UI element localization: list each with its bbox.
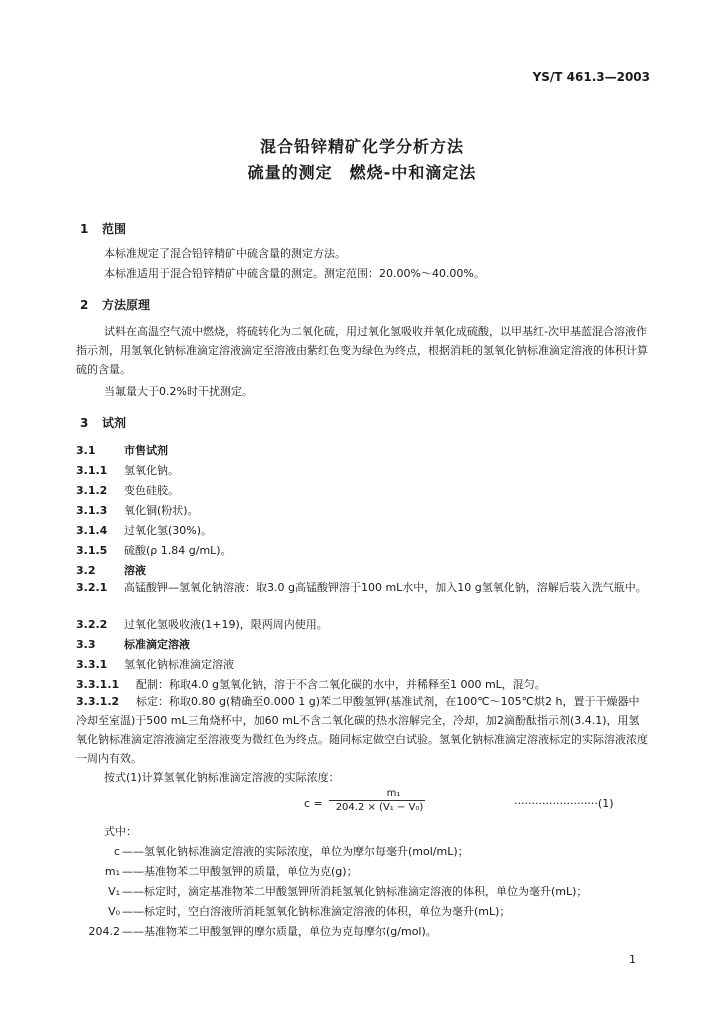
def-text: ——氢氧化钠标准滴定溶液的实际浓度，单位为摩尔每毫升(mol/mL)； — [122, 845, 469, 858]
formula-lhs: c = — [304, 797, 323, 810]
section-2-para-1: 试料在高温空气流中燃烧，将硫转化为二氧化硫，用过氧化氢吸收并氧化成硫酸，以甲基红-次甲基蓝混合溶液作指示剂，用氢氧化钠标准滴定溶液滴定至溶液由紫红色变为绿色为终点，根据消耗的氢氧化钠标准滴定溶液的体积计算硫的含量。 — [76, 325, 648, 376]
def-v1 — [76, 882, 587, 901]
item-text: 氧化铜(粉状)。 — [124, 504, 199, 517]
item-number: 3.1.3 — [76, 504, 108, 517]
item-number: 3.2.2 — [76, 618, 108, 631]
def-c — [76, 842, 469, 861]
section-1-para-1: 本标准规定了混合铅锌精矿中硫含量的测定方法。 — [104, 247, 346, 260]
fraction-bar — [329, 800, 425, 801]
item-3-1-2 — [76, 482, 179, 498]
item-number: 3.3.1.1 — [76, 678, 120, 691]
formula-fraction — [334, 788, 425, 813]
item-number: 3.1.1 — [76, 464, 108, 477]
section-title: 方法原理 — [102, 298, 151, 312]
item-number: 3.2.1 — [76, 581, 108, 594]
item-text: 变色硅胶。 — [124, 484, 179, 497]
item-text: 过氧化氢(30%)。 — [124, 524, 213, 537]
item-text: 过氧化氢吸收液(1+19)，限两周内使用。 — [124, 618, 328, 631]
item-number: 3.1.2 — [76, 484, 108, 497]
doc-title-line2: 硫量的测定 燃烧-中和滴定法 — [247, 163, 477, 182]
section-3-heading — [80, 414, 126, 431]
item-3-2 — [76, 562, 146, 578]
formula-label: ························(1) — [514, 797, 614, 810]
formula-denominator: 204.2 × (V₁ − V₀) — [335, 802, 424, 813]
item-3-3-1-1 — [76, 676, 546, 692]
item-number: 3.2 — [76, 564, 96, 577]
formula-numerator: m₁ — [386, 788, 401, 799]
item-3-3-1-2 — [76, 692, 650, 768]
item-text: 氢氧化钠。 — [124, 464, 179, 477]
def-symbol: c — [113, 845, 120, 858]
def-m1 — [76, 862, 358, 881]
def-v0 — [76, 902, 510, 921]
item-number: 3.3.1.2 — [76, 695, 120, 708]
item-text: 标定：称取0.80 g(精确至0.000 1 g)苯二甲酸氢钾(基准试剂，在100℃～105℃烘2 h，置于干燥器中冷却至室温)于500 mL三角烧杯中，加60 mL不含二氧化碳的热水溶解完全，冷却，加2滴酚酞指示剂(3.4.1)，用氢氧化钠标准滴定溶液滴定至溶液变为微红色为终点。随同标定做空白试验。氢氧化钠标准滴定溶液标定的实际溶液浓度一周内有效。 — [76, 695, 648, 765]
item-number: 3.1.4 — [76, 524, 108, 537]
item-text: 配制：称取4.0 g氢氧化钠，溶于不含二氧化碳的水中，并稀释至1 000 mL，混匀。 — [136, 678, 546, 691]
item-3-3-1 — [76, 656, 234, 672]
section-title: 范围 — [102, 222, 127, 236]
def-text: ——标定时，滴定基准物苯二甲酸氢钾所消耗氢氧化钠标准滴定溶液的体积，单位为毫升(mL)； — [122, 885, 588, 898]
standard-code: YS/T 461.3—2003 — [532, 70, 650, 84]
item-3-1-3 — [76, 502, 199, 518]
item-3-1 — [76, 442, 168, 458]
def-symbol: m₁ — [104, 865, 120, 878]
section-1-para-2: 本标准适用于混合铅锌精矿中硫含量的测定。测定范围：20.00%～40.00%。 — [104, 267, 485, 280]
item-3-3 — [76, 636, 190, 652]
section-2-heading — [80, 296, 150, 313]
section-number: 2 — [80, 298, 89, 312]
item-text: 硫酸(ρ 1.84 g/mL)。 — [124, 544, 232, 557]
item-3-2-2 — [76, 616, 328, 632]
item-3-1-5 — [76, 542, 232, 558]
item-number: 3.1 — [76, 444, 96, 457]
item-number: 3.1.5 — [76, 544, 108, 557]
def-symbol: V₀ — [108, 905, 120, 918]
item-number: 3.3 — [76, 638, 96, 651]
item-text: 氢氧化钠标准滴定溶液 — [124, 658, 234, 671]
item-3-2-1 — [76, 578, 648, 597]
section-number: 3 — [80, 416, 89, 430]
item-3-1-4 — [76, 522, 212, 538]
def-symbol: 204.2 — [88, 925, 120, 938]
formula-intro: 按式(1)计算氢氧化钠标准滴定溶液的实际浓度： — [104, 771, 340, 784]
item-text: 标准滴定溶液 — [124, 638, 190, 651]
defs-intro: 式中： — [104, 825, 137, 838]
item-text: 市售试剂 — [124, 444, 168, 457]
def-text: ——基准物苯二甲酸氢钾的质量，单位为克(g)； — [122, 865, 358, 878]
item-text: 溶液 — [124, 564, 146, 577]
section-title: 试剂 — [102, 416, 127, 430]
section-2-para-2: 当氟量大于0.2%时干扰测定。 — [104, 385, 253, 398]
def-text: ——标定时，空白溶液所消耗氢氧化钠标准滴定溶液的体积，单位为毫升(mL)； — [122, 905, 511, 918]
section-1-heading — [80, 220, 126, 237]
def-text: ——基准物苯二甲酸氢钾的摩尔质量，单位为克每摩尔(g/mol)。 — [122, 925, 437, 938]
doc-title-line1: 混合铅锌精矿化学分析方法 — [259, 137, 464, 156]
item-number: 3.3.1 — [76, 658, 108, 671]
section-number: 1 — [80, 222, 89, 236]
def-symbol: V₁ — [108, 885, 120, 898]
def-204-2 — [76, 922, 437, 941]
page-number: 1 — [629, 953, 636, 966]
item-text: 高锰酸钾—氢氧化钠溶液：取3.0 g高锰酸钾溶于100 mL水中，加入10 g氢氧化钠，溶解后装入洗气瓶中。 — [124, 581, 647, 594]
item-3-1-1 — [76, 462, 179, 478]
